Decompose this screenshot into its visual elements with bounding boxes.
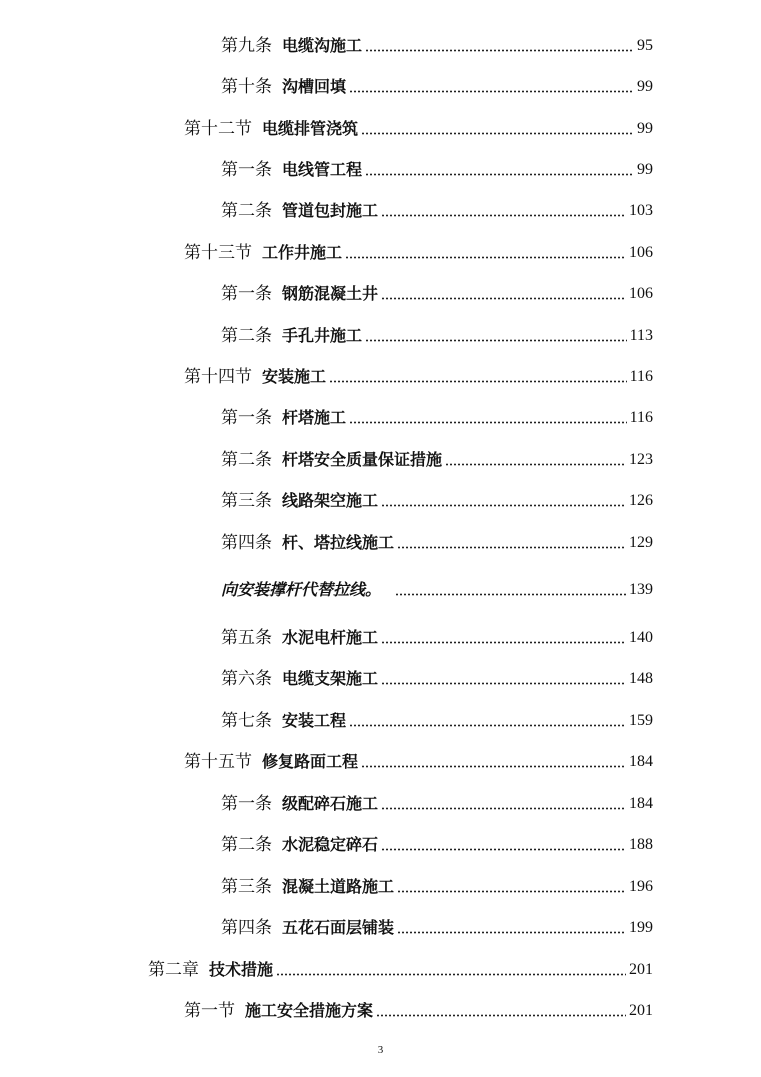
dot-leader (397, 546, 626, 549)
toc-entry-title: 水泥稳定碎石 (282, 835, 379, 854)
toc-entry-page: 103 (629, 202, 653, 219)
page-number: 3 (377, 1044, 384, 1056)
dot-leader (397, 931, 626, 934)
toc-entry-page: 188 (629, 836, 653, 853)
toc-entry-title: 级配碎石施工 (282, 794, 379, 813)
toc-entry-page: 123 (629, 451, 653, 468)
toc-entry[interactable] (221, 786, 653, 814)
toc-entry[interactable] (184, 235, 653, 263)
dot-leader (381, 848, 626, 851)
dot-leader (381, 682, 626, 685)
dot-leader (376, 1014, 626, 1017)
toc-entry-page: 159 (629, 712, 653, 729)
toc-entry-label: 第一条 (221, 794, 272, 814)
toc-entry-label: 第三条 (221, 491, 272, 511)
toc-entry[interactable] (221, 827, 653, 855)
toc-entry[interactable] (221, 572, 653, 600)
toc-entry[interactable] (221, 69, 653, 97)
toc-entry-label: 第二章 (148, 960, 199, 980)
toc-entry-label: 第十三节 (184, 243, 252, 263)
toc-entry-page: 184 (629, 795, 653, 812)
toc-entry-page: 139 (629, 581, 653, 598)
toc-entry-title: 管道包封施工 (282, 201, 379, 220)
dot-leader (397, 890, 626, 893)
dot-leader (365, 173, 634, 176)
toc-entry[interactable] (221, 152, 653, 180)
toc-entry-page: 99 (637, 161, 653, 178)
toc-entry-page: 99 (637, 120, 653, 137)
toc-entry-title: 五花石面层铺装 (282, 918, 395, 937)
toc-entry-label: 第一条 (221, 160, 272, 180)
toc-entry-title: 水泥电杆施工 (282, 628, 379, 647)
toc-entry-title: 电缆支架施工 (282, 669, 379, 688)
dot-leader (349, 724, 626, 727)
toc-entry-page: 201 (629, 1002, 653, 1019)
toc-entry-label: 第十四节 (184, 367, 252, 387)
toc-entry-title: 工作井施工 (262, 243, 343, 262)
toc-entry-page: 113 (629, 327, 653, 344)
dot-leader (445, 463, 626, 466)
toc-entry-label: 第十五节 (184, 752, 252, 772)
toc-entry-label: 第二条 (221, 326, 272, 346)
toc-entry-title: 线路架空施工 (282, 491, 379, 510)
dot-leader (365, 49, 634, 52)
toc-entry[interactable] (184, 359, 653, 387)
toc-entry-title: 技术措施 (209, 960, 274, 979)
dot-leader (365, 339, 627, 342)
toc-entry-title: 电线管工程 (282, 160, 363, 179)
dot-leader (395, 593, 626, 596)
toc-entry-label: 第二条 (221, 201, 272, 221)
toc-entry-label: 第九条 (221, 36, 272, 56)
toc-entry[interactable] (184, 744, 653, 772)
toc-entry-page: 148 (629, 670, 653, 687)
toc-entry-page: 106 (629, 285, 653, 302)
toc-entry-label: 第十二节 (184, 119, 252, 139)
toc-entry[interactable] (148, 952, 653, 980)
dot-leader (381, 807, 626, 810)
toc-entry-title: 电缆排管浇筑 (262, 119, 359, 138)
toc-entry-label: 第一条 (221, 408, 272, 428)
toc-entry-page: 201 (629, 961, 653, 978)
toc-entry-title: 手孔井施工 (282, 326, 363, 345)
toc-entry-title: 电缆沟施工 (282, 36, 363, 55)
toc-entry-title: 安装施工 (262, 367, 327, 386)
toc-entry-page: 196 (629, 878, 653, 895)
toc-entry[interactable] (221, 483, 653, 511)
toc-entry-label: 第三条 (221, 877, 272, 897)
toc-entry-title: 向安装撑杆代替拉线。 (221, 580, 382, 599)
toc-entry-label: 第七条 (221, 711, 272, 731)
dot-leader (381, 214, 626, 217)
toc-entry[interactable] (221, 525, 653, 553)
toc-entry-title: 施工安全措施方案 (245, 1001, 374, 1020)
toc-entry-page: 126 (629, 492, 653, 509)
toc-entry-title: 安装工程 (282, 711, 347, 730)
toc-entry-label: 第五条 (221, 628, 272, 648)
toc-entry-title: 杆塔安全质量保证措施 (282, 450, 443, 469)
toc-entry-title: 修复路面工程 (262, 752, 359, 771)
dot-leader (329, 380, 627, 383)
toc-entry-page: 99 (637, 78, 653, 95)
toc-entry-page: 199 (629, 919, 653, 936)
toc-entry-page: 116 (629, 409, 653, 426)
toc-entry[interactable] (184, 993, 653, 1021)
toc-entry-title: 钢筋混凝土井 (282, 284, 379, 303)
dot-leader (381, 504, 626, 507)
dot-leader (381, 641, 626, 644)
toc-entry[interactable] (221, 318, 653, 346)
toc-entry-label: 第二条 (221, 450, 272, 470)
toc-entry-page: 116 (629, 368, 653, 385)
toc-entry[interactable] (221, 442, 653, 470)
toc-entry[interactable] (221, 28, 653, 56)
toc-entry-label: 第二条 (221, 835, 272, 855)
toc-entry-label: 第四条 (221, 918, 272, 938)
dot-leader (361, 765, 626, 768)
toc-entry[interactable] (221, 910, 653, 938)
toc-entry-title: 杆塔施工 (282, 408, 347, 427)
dot-leader (381, 297, 626, 300)
toc-entry-page: 95 (637, 37, 653, 54)
toc-entry-page: 129 (629, 534, 653, 551)
dot-leader (349, 421, 627, 424)
toc-entry-label: 第一条 (221, 284, 272, 304)
toc-entry[interactable] (221, 661, 653, 689)
toc-entry-label: 第一节 (184, 1001, 235, 1021)
toc-entry[interactable] (221, 869, 653, 897)
toc-entry-title: 沟槽回填 (282, 77, 347, 96)
toc-entry[interactable] (221, 276, 653, 304)
toc-entry-page: 140 (629, 629, 653, 646)
toc-entry[interactable] (221, 193, 653, 221)
dot-leader (276, 973, 626, 976)
dot-leader (345, 256, 626, 259)
dot-leader (361, 132, 634, 135)
toc-entry[interactable] (184, 111, 653, 139)
toc-entry-page: 184 (629, 753, 653, 770)
toc-entry[interactable] (221, 620, 653, 648)
toc-entry[interactable] (221, 400, 653, 428)
toc-entry-label: 第四条 (221, 533, 272, 553)
toc-entry-label: 第六条 (221, 669, 272, 689)
toc-entry-title: 杆、塔拉线施工 (282, 533, 395, 552)
toc-entry-page: 106 (629, 244, 653, 261)
toc-entry-label: 第十条 (221, 77, 272, 97)
dot-leader (349, 90, 634, 93)
toc-entry[interactable] (221, 703, 653, 731)
toc-entry-title: 混凝土道路施工 (282, 877, 395, 896)
